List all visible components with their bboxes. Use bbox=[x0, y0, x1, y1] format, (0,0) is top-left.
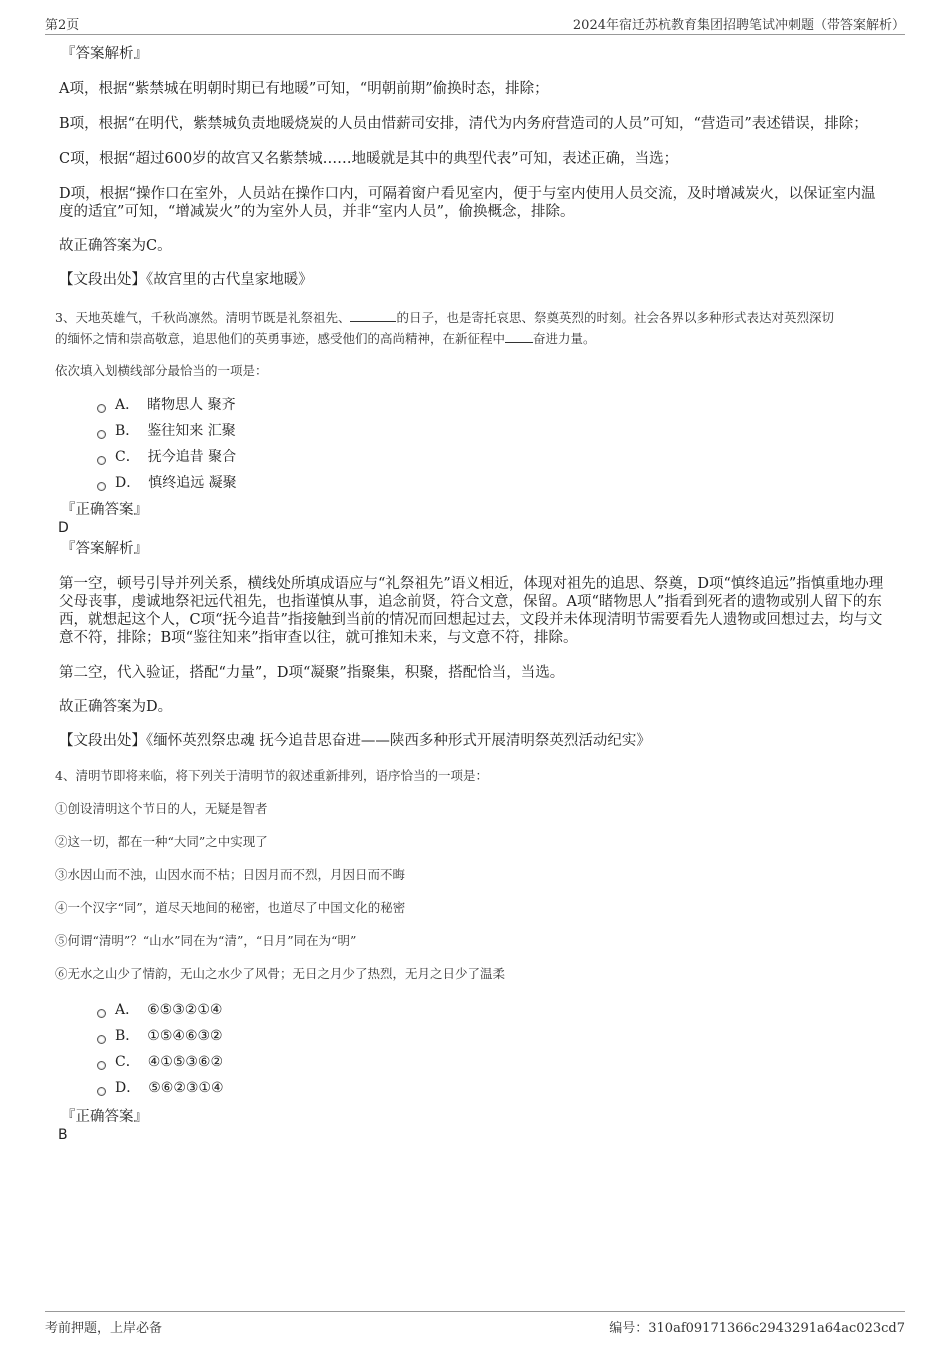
radio-icon[interactable] bbox=[97, 1087, 106, 1096]
page-header bbox=[45, 12, 905, 35]
q4-option-b[interactable] bbox=[97, 1023, 895, 1049]
option-letter: A． bbox=[115, 1002, 140, 1018]
option-text: 鉴往知来 汇聚 bbox=[147, 423, 236, 439]
q3-analysis-label: 『答案解析』 bbox=[61, 541, 148, 557]
q4-correct-label: 『正确答案』 bbox=[61, 1109, 148, 1125]
radio-icon[interactable] bbox=[97, 404, 106, 413]
q3-prompt: 依次填入划横线部分最恰当的一项是： bbox=[55, 363, 268, 378]
q3-option-b[interactable] bbox=[97, 418, 895, 444]
q3-stem-part3: 的缅怀之情和崇高敬意，追思他们的英勇事迹，感受他们的高尚精神，在新征程中 bbox=[55, 331, 506, 346]
q3-option-c[interactable] bbox=[97, 444, 895, 470]
option-text: ④①⑤③⑥② bbox=[147, 1054, 224, 1070]
q4-stem: 4、清明节即将来临，将下列关于清明节的叙述重新排列，语序恰当的一项是： bbox=[55, 768, 488, 783]
page-content bbox=[55, 44, 895, 1144]
radio-icon[interactable] bbox=[97, 1009, 106, 1018]
radio-icon[interactable] bbox=[97, 430, 106, 439]
option-letter: C． bbox=[115, 449, 140, 465]
option-letter: A． bbox=[115, 397, 140, 413]
option-letter: B． bbox=[115, 423, 140, 439]
q3-correct-answer: D bbox=[58, 520, 69, 536]
q4-options bbox=[97, 997, 895, 1101]
q3-blank-1 bbox=[350, 309, 396, 322]
q4-option-d[interactable] bbox=[97, 1075, 895, 1101]
option-letter: B． bbox=[115, 1028, 140, 1044]
radio-icon[interactable] bbox=[97, 1035, 106, 1044]
option-letter: D． bbox=[115, 475, 141, 491]
q3-conclusion: 故正确答案为D。 bbox=[59, 699, 173, 715]
option-letter: D． bbox=[115, 1080, 141, 1096]
q4-option-c[interactable] bbox=[97, 1049, 895, 1075]
radio-icon[interactable] bbox=[97, 1061, 106, 1070]
q3-blank-2 bbox=[505, 330, 533, 343]
q4-correct-answer: B bbox=[58, 1127, 68, 1143]
page-footer bbox=[45, 1311, 905, 1338]
q2-analysis-a: A项，根据“紫禁城在明朝时期已有地暖”可知，“明朝前期”偷换时态，排除； bbox=[59, 81, 549, 97]
q3-correct-label: 『正确答案』 bbox=[61, 502, 148, 518]
q2-analysis-label: 『答案解析』 bbox=[61, 46, 148, 62]
serial-value: 310af09171366c2943291a64ac023cd7 bbox=[648, 1321, 905, 1336]
footer-serial bbox=[609, 1317, 905, 1336]
q4-item-2: ②这一切，都在一种“大同”之中实现了 bbox=[55, 834, 268, 849]
q2-source: 【文段出处】《故宫里的古代皇家地暖》 bbox=[59, 272, 313, 288]
serial-label: 编号： bbox=[609, 1321, 649, 1336]
q3-options bbox=[97, 392, 895, 496]
q3-stem-part2: 的日子，也是寄托哀思、祭奠英烈的时刻。社会各界以多种形式表达对英烈深切 bbox=[396, 310, 834, 325]
option-text: 慎终追远 凝聚 bbox=[148, 475, 237, 491]
q4-item-6: ⑥无水之山少了情韵，无山之水少了风骨；无日之月少了热烈，无月之日少了温柔 bbox=[55, 966, 506, 981]
q3-stem-part1: 3、天地英雄气，千秋尚凛然。清明节既是礼祭祖先、 bbox=[55, 310, 351, 325]
radio-icon[interactable] bbox=[97, 456, 106, 465]
radio-icon[interactable] bbox=[97, 482, 106, 491]
q3-analysis-second-blank: 第二空，代入验证，搭配“力量”，D项“凝聚”指聚集，积聚，搭配恰当，当选。 bbox=[59, 665, 565, 681]
option-text: 抚今追昔 聚合 bbox=[147, 449, 237, 465]
q3-analysis-first-blank: 第一空，顿号引导并列关系，横线处所填成语应与“礼祭祖先”语义相近，体现对祖先的追思、祭奠，D项“慎终追远”指慎重地办理父母丧事，虔诚地祭祀远代祖先，也指谨慎从事，追念前贤，符合文意，保留。A项“睹物思人”指看到死者的遗物或别人留下的东西，就想起这个人，C项“抚今追昔”指接触到当前的情况而回想起过去，文段并未体现清明节需要看先人遗物或回想过去，均与文意不符，排除；B项“鉴往知来”指审查以往，就可推知未来，与文意不符，排除。 bbox=[59, 576, 884, 646]
option-letter: C． bbox=[115, 1054, 140, 1070]
q4-item-1: ①创设清明这个节日的人，无疑是智者 bbox=[55, 801, 268, 816]
q2-conclusion: 故正确答案为C。 bbox=[59, 238, 172, 254]
option-text: ⑤⑥②③①④ bbox=[148, 1080, 224, 1096]
q3-option-d[interactable] bbox=[97, 470, 895, 496]
option-text: ①⑤④⑥③② bbox=[147, 1028, 223, 1044]
option-text: ⑥⑤③②①④ bbox=[147, 1002, 223, 1018]
page-number: 第2页 bbox=[45, 18, 80, 33]
document-title: 2024年宿迁苏杭教育集团招聘笔试冲刺题（带答案解析） bbox=[572, 18, 905, 33]
q3-source: 【文段出处】《缅怀英烈祭忠魂 抚今追昔思奋进——陕西多种形式开展清明祭英烈活动纪实》 bbox=[59, 733, 651, 749]
footer-slogan: 考前押题，上岸必备 bbox=[45, 1321, 163, 1336]
q4-option-a[interactable] bbox=[97, 997, 895, 1023]
q4-item-3: ③水因山而不浊，山因水而不枯；日因月而不烈，月因日而不晦 bbox=[55, 867, 406, 882]
q3-option-a[interactable] bbox=[97, 392, 895, 418]
option-text: 睹物思人 聚齐 bbox=[147, 397, 236, 413]
q3-stem-part4: 奋进力量。 bbox=[533, 331, 596, 346]
q2-analysis-d: D项，根据“操作口在室外，人员站在操作口内，可隔着窗户看见室内，便于与室内使用人员交流，及时增减炭火，以保证室内温度的适宜”可知，“增减炭火”的为室外人员，并非“室内人员”，偷换概念，排除。 bbox=[59, 186, 876, 220]
q4-item-5: ⑤何谓“清明”？“山水”同在为“清”，“日月”同在为“明” bbox=[55, 933, 357, 948]
q4-item-4: ④一个汉字“同”，道尽天地间的秘密，也道尽了中国文化的秘密 bbox=[55, 900, 406, 915]
q2-analysis-c: C项，根据“超过600岁的故宫又名紫禁城……地暖就是其中的典型代表”可知，表述正确，当选； bbox=[59, 151, 679, 167]
q2-analysis-b: B项，根据“在明代，紫禁城负责地暖烧炭的人员由惜薪司安排，清代为内务府营造司的人员”可知，“营造司”表述错误，排除； bbox=[59, 116, 868, 132]
q3-stem bbox=[55, 307, 895, 349]
